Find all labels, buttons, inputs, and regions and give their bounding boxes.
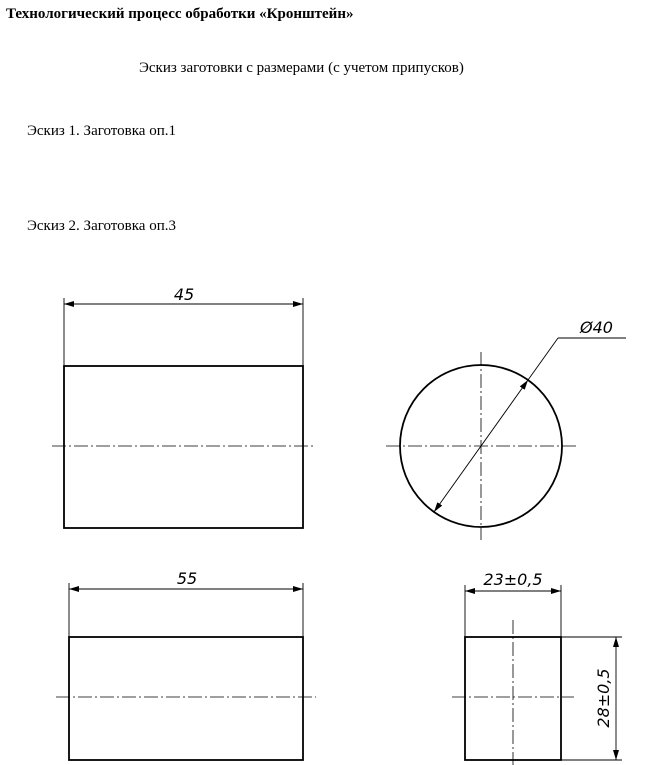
dimension-label-diameter: Ø40: [580, 318, 613, 337]
blank-outline-rect: [64, 366, 303, 528]
sketch-1-caption: Эскиз 1. Заготовка оп.1: [27, 123, 176, 139]
document-subtitle: Эскиз заготовки с размерами (с учетом припусков): [139, 60, 464, 76]
blank-view-diameter-40: [386, 318, 626, 540]
dimension-label-45: 45: [173, 285, 195, 304]
leader-line-diameter: [528, 338, 558, 380]
sketch-2-caption: Эскиз 2. Заготовка оп.3: [27, 218, 176, 234]
document-title: Технологический процесс обработки «Кронштейн»: [6, 6, 354, 22]
blank-view-length-55: [56, 569, 316, 760]
dimension-label-55: 55: [176, 569, 198, 588]
blank-view-section: [452, 570, 622, 765]
dimension-label-width: 23±0,5: [483, 570, 543, 589]
blank-view-length-45: [52, 285, 314, 528]
blank-outline-rect: [69, 637, 303, 760]
dimension-label-height: 28±0,5: [594, 668, 613, 728]
